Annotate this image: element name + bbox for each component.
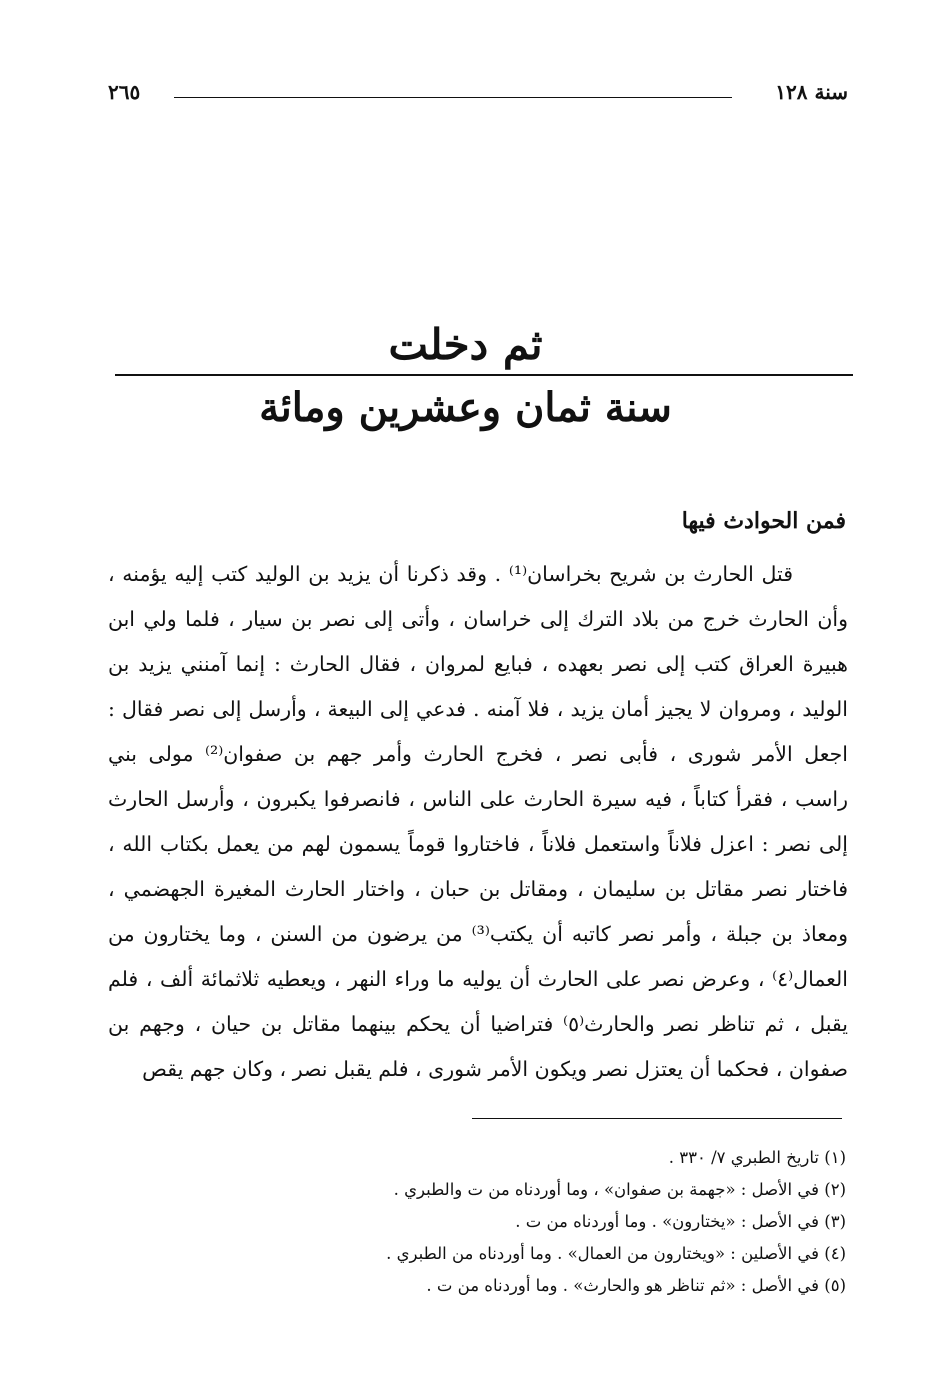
footnote: (١) تاريخ الطبري ٧/ ٣٣٠ . [668,1148,846,1167]
footnote: (٥) في الأصل : «ثم تناظر هو والحارث» . وما أوردناه من ت . [426,1276,846,1295]
body-line: الوليد ، ومروان لا يجيز أمان يزيد ، فلا آمنه . فدعي إلى البيعة ، وأرسل إلى نصر فقال : [108,697,848,721]
footnotes [326,1142,846,1302]
body-line: إلى نصر : اعزل فلاناً واستعمل فلاناً ، فاختاروا قوماً يسمون لهم من يعمل بكتاب الله ، [108,832,848,856]
body-text [108,552,848,1092]
body-line: قتل الحارث بن شريح بخراسان⁽¹⁾ . وقد ذكرنا أن يزيد بن الوليد كتب إليه يؤمنه ، [108,562,794,586]
body-line: يقبل ، ثم تناظر نصر والحارث⁽٥⁾ فتراضيا أن يحكم بينهما مقاتل بن حيان ، وجهم بن [108,1012,848,1036]
footnote: (٣) في الأصل : «يختارون» . وما أوردناه من ت . [515,1212,846,1231]
body-line: العمال⁽٤⁾ ، وعرض نصر على الحارث أن يوليه ما وراء النهر ، ويعطيه ثلاثمائة ألف ، فلم [108,967,848,991]
running-head [108,80,848,114]
section-subheading: فمن الحوادث فيها [681,508,846,534]
body-line: راسب ، فقرأ كتاباً ، فيه سيرة الحارث على الناس ، فانصرفوا يكبرون ، وأرسل الحارث [108,787,848,811]
body-line: فاختار نصر مقاتل بن سليمان ، ومقاتل بن حبان ، واختار الحارث المغيرة الجهضمي ، [108,877,848,901]
body-line: اجعل الأمر شورى ، فأبى نصر ، فخرج الحارث وأمر جهم بن صفوان⁽²⁾ مولى بني [108,742,848,766]
chapter-title-line2: سنة ثمان وعشرين ومائة [259,384,672,431]
body-line: صفوان ، فحكما أن يعتزل نصر ويكون الأمر شورى ، فلم يقبل نصر ، وكان جهم يقص [142,1057,848,1081]
footnote-divider [472,1118,842,1119]
chapter-divider [115,374,853,376]
running-head-title: سنة ١٢٨ [775,80,848,104]
running-head-rule [174,97,732,98]
page-number: ٢٦٥ [108,80,141,104]
footnote: (٢) في الأصل : «جهمة بن صفوان» ، وما أوردناه من ت والطبري . [393,1180,846,1199]
body-line: هبيرة العراق كتب إلى نصر بعهده ، فبايع لمروان ، فقال الحارث : إنما آمنني يزيد بن [108,652,848,676]
chapter-title-line1: ثم دخلت [388,320,543,369]
body-line: وأن الحارث خرج من بلاد الترك إلى خراسان ، وأتى إلى نصر بن سيار ، فلما ولي ابن [108,607,848,631]
footnote: (٤) في الأصلين : «ويختارون من العمال» . وما أوردناه من الطبري . [386,1244,846,1263]
body-line: ومعاذ بن جبلة ، وأمر نصر كاتبه أن يكتب⁽³⁾ من يرضون من السنن ، وما يختارون من [108,922,848,946]
